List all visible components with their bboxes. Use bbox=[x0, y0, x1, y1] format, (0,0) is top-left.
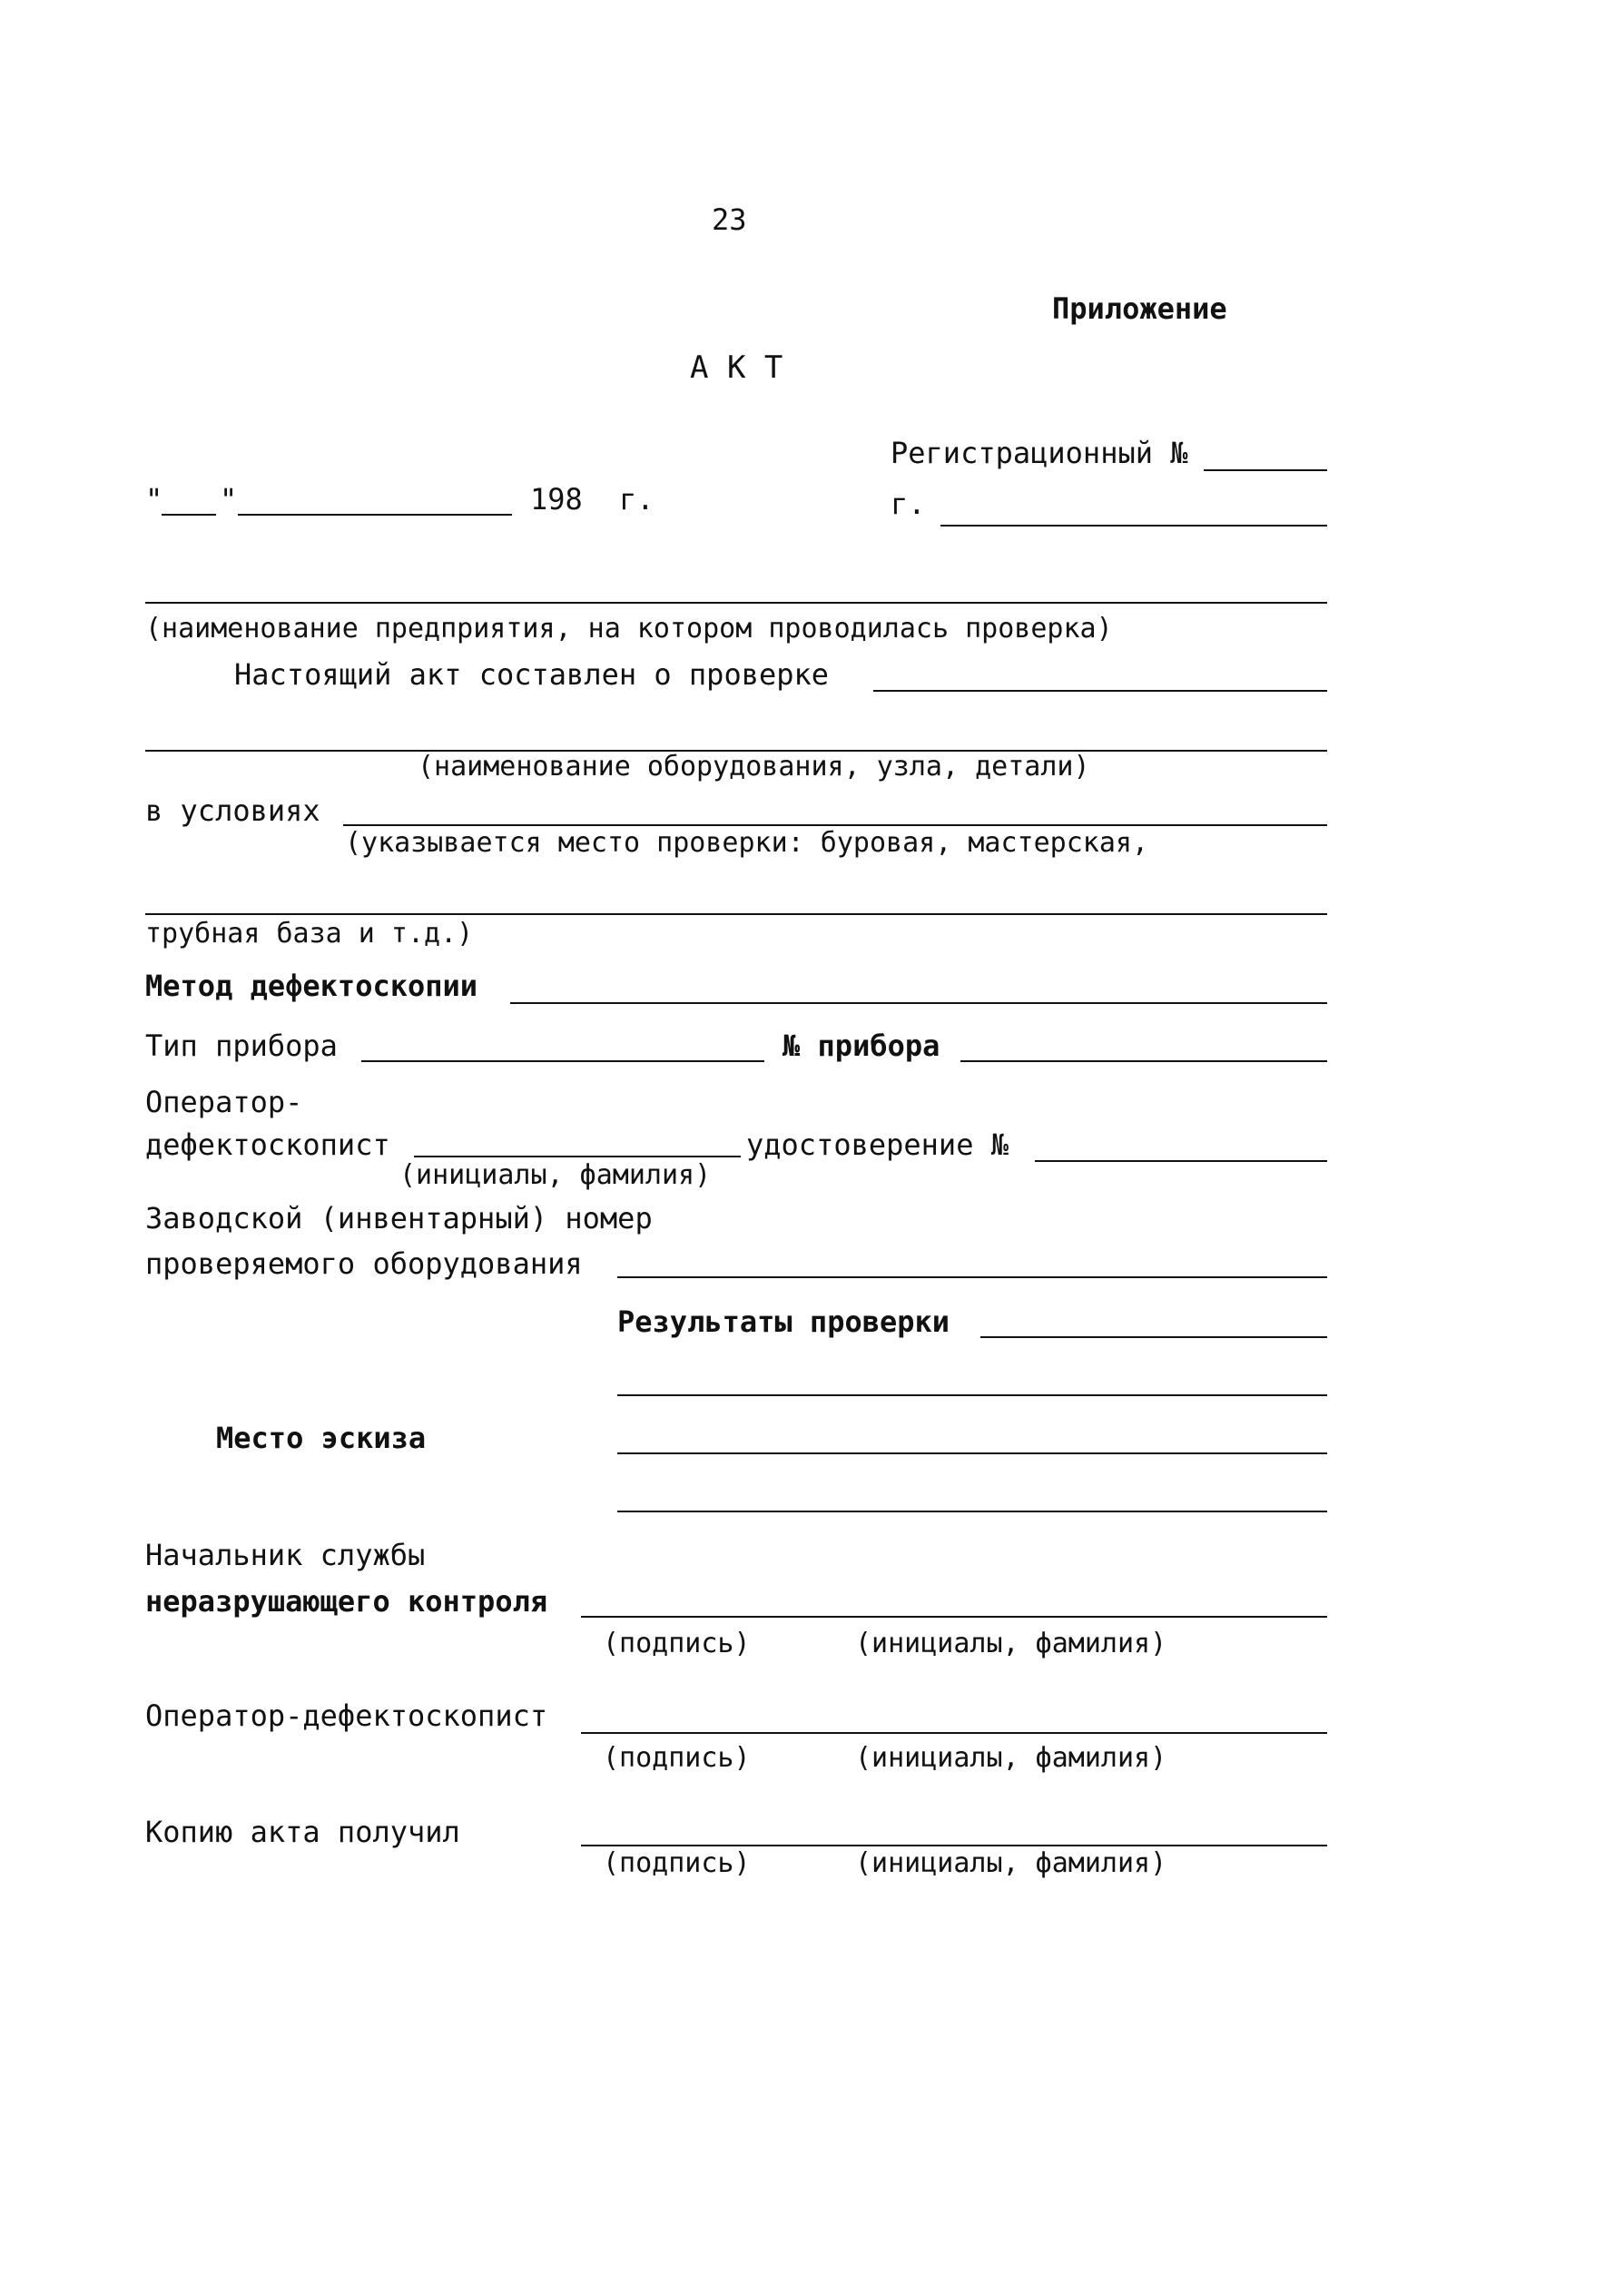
date-month-line[interactable] bbox=[238, 514, 512, 516]
act-drawn-label: Настоящий акт составлен о проверке bbox=[234, 657, 830, 692]
operator-label-line2: дефектоскопист bbox=[145, 1127, 390, 1162]
signature-3-name-caption: (инициалы, фамилия) bbox=[855, 1847, 1167, 1879]
registration-number-line[interactable] bbox=[1204, 469, 1327, 471]
date-year-suffix: г. bbox=[619, 482, 655, 517]
enterprise-caption: (наименование предприятия, на котором проводилась проверка) bbox=[145, 613, 1113, 645]
enterprise-line[interactable] bbox=[145, 602, 1327, 604]
factory-number-line[interactable] bbox=[617, 1276, 1327, 1278]
method-line[interactable] bbox=[510, 1002, 1327, 1004]
device-type-label: Тип прибора bbox=[145, 1029, 338, 1063]
results-label: Результаты проверки bbox=[617, 1304, 950, 1339]
equipment-caption: (наименование оборудования, узла, детали) bbox=[418, 751, 1090, 783]
conditions-caption-line1: (указывается место проверки: буровая, мастерская, bbox=[345, 827, 1149, 859]
registration-number-label: Регистрационный № bbox=[891, 436, 1188, 470]
signature-1-signature-caption: (подпись) bbox=[603, 1628, 751, 1659]
method-label: Метод дефектоскопии bbox=[145, 969, 478, 1003]
date-quote-open: " bbox=[145, 482, 163, 517]
signature-3-label: Копию акта получил bbox=[145, 1815, 460, 1849]
results-line-4[interactable] bbox=[617, 1511, 1327, 1512]
date-day-line[interactable] bbox=[162, 514, 216, 516]
factory-number-label-line1: Заводской (инвентарный) номер bbox=[145, 1201, 653, 1235]
signature-3-line[interactable] bbox=[581, 1845, 1327, 1846]
conditions-line[interactable] bbox=[343, 824, 1327, 826]
factory-number-label-line2: проверяемого оборудования bbox=[145, 1246, 583, 1281]
signature-1-label-line1: Начальник службы bbox=[145, 1538, 426, 1572]
device-number-label: № прибора bbox=[782, 1029, 940, 1063]
signature-2-label: Оператор-дефектоскопист bbox=[145, 1698, 548, 1733]
results-line-1[interactable] bbox=[980, 1336, 1327, 1338]
results-line-3[interactable] bbox=[617, 1452, 1327, 1454]
signature-3-signature-caption: (подпись) bbox=[603, 1847, 751, 1879]
conditions-caption-line2: трубная база и т.д.) bbox=[145, 918, 474, 950]
date-quote-close: " bbox=[220, 482, 238, 517]
document-title: А К Т bbox=[690, 349, 783, 386]
conditions-label: в условиях bbox=[145, 793, 320, 828]
results-line-2[interactable] bbox=[617, 1394, 1327, 1396]
act-subject-line[interactable] bbox=[873, 690, 1327, 692]
signature-2-line[interactable] bbox=[581, 1732, 1327, 1734]
operator-name-line[interactable] bbox=[414, 1156, 741, 1157]
signature-2-signature-caption: (подпись) bbox=[603, 1742, 751, 1774]
page-number: 23 bbox=[712, 202, 747, 237]
signature-2-name-caption: (инициалы, фамилия) bbox=[855, 1742, 1167, 1774]
date-year: 198 bbox=[530, 482, 583, 517]
conditions-line-2[interactable] bbox=[145, 913, 1327, 915]
operator-label-line1: Оператор- bbox=[145, 1085, 303, 1119]
operator-initials-caption: (инициалы, фамилия) bbox=[399, 1159, 712, 1191]
device-number-line[interactable] bbox=[960, 1060, 1327, 1062]
appendix-label: Приложение bbox=[1052, 291, 1227, 326]
city-prefix: г. bbox=[891, 487, 926, 521]
sketch-place-label: Место эскиза bbox=[216, 1421, 427, 1455]
device-type-line[interactable] bbox=[361, 1060, 764, 1062]
certificate-label: удостоверение № bbox=[746, 1127, 1009, 1162]
signature-1-line[interactable] bbox=[581, 1616, 1327, 1618]
city-line[interactable] bbox=[940, 525, 1327, 527]
certificate-line[interactable] bbox=[1035, 1160, 1327, 1162]
signature-1-name-caption: (инициалы, фамилия) bbox=[855, 1628, 1167, 1659]
signature-1-label-line2: неразрушающего контроля bbox=[145, 1584, 548, 1619]
